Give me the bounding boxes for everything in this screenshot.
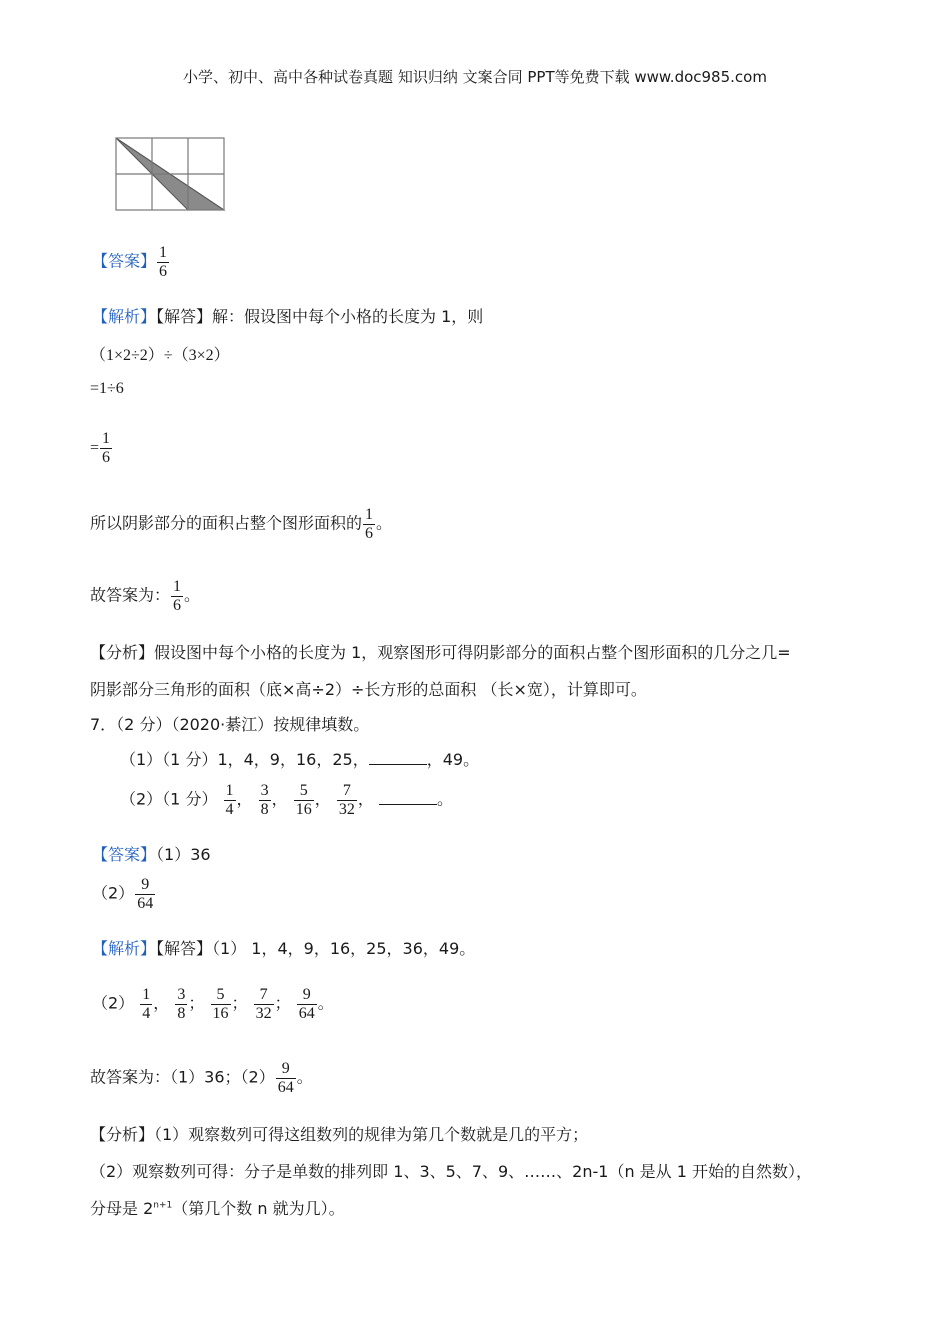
- fraction: $\frac{1}{6}$: [102, 430, 111, 466]
- fraction: $\frac{1}{4}$: [225, 782, 234, 818]
- q7-analysis-3: 分母是 $2^{n+1}$（第几个数 n 就为几）。: [90, 1199, 345, 1218]
- fraction: $\frac{5}{16}$: [295, 782, 312, 818]
- q7-sub1: （1）（1 分）1，4，9，16，25， ，49。: [120, 750, 480, 769]
- fraction: $\frac{3}{8}$: [260, 782, 269, 818]
- q6-calc3: = $\frac{1}{6}$: [90, 430, 111, 466]
- q7-answer-1: 【答案】（1）36: [92, 845, 211, 864]
- answer-tag: 【答案】: [92, 845, 157, 864]
- grid-figure: [112, 134, 228, 214]
- fraction: $\frac{1}{6}$: [173, 578, 182, 614]
- q7-analysis-2: （2）观察数列可得：分子是单数的排列即 1、3、5、7、9、……、2n-1（n 是从 1 开始的自然数），: [90, 1162, 813, 1181]
- fraction: $\frac{7}{32}$: [255, 986, 272, 1022]
- fraction: $\frac{1}{6}$: [159, 244, 168, 280]
- fraction: $\frac{3}{8}$: [177, 986, 186, 1022]
- answer-blank: [379, 792, 437, 805]
- q6-calc1: （1×2÷2）÷（3×2）: [90, 347, 230, 364]
- q6-calc2: =1÷6: [90, 380, 124, 397]
- jiexi-tag: 【解析】: [92, 307, 157, 326]
- q6-answer: [92, 244, 170, 280]
- q6-analysis-2: 阴影部分三角形的面积（底×高÷2）÷长方形的总面积 （长×宽），计算即可。: [90, 680, 647, 699]
- fraction: $\frac{9}{64}$: [298, 986, 315, 1022]
- q7-title: 7．（2 分）（2020·綦江）按规律填数。: [90, 715, 370, 734]
- q6-final: 故答案为： $\frac{1}{6}$ 。: [90, 578, 201, 614]
- fraction: $\frac{5}{16}$: [212, 986, 229, 1022]
- fraction: $\frac{1}{4}$: [142, 986, 151, 1022]
- answer-blank: [369, 752, 427, 765]
- q6-jieda-line: 【解析】【解答】解：假设图中每个小格的长度为 1，则: [92, 307, 484, 326]
- q7-sub2: （2）（1 分） $\frac{1}{4}$ ， $\frac{3}{8}$ ， $\frac{5}{16}$ ， $\frac{7}{32}$ ， 。: [120, 782, 453, 818]
- fraction: $\frac{7}{32}$: [338, 782, 355, 818]
- fraction: $\frac{9}{64}$: [277, 1060, 294, 1096]
- answer-tag: 【答案】: [92, 251, 157, 271]
- q7-jieda-2: （2） $\frac{1}{4}$ ， $\frac{3}{8}$ ； $\frac{5}{16}$ ； $\frac{7}{32}$ ； $\frac{9}{64}$ 。: [92, 986, 334, 1022]
- q7-answer-2: （2） $\frac{9}{64}$: [92, 876, 154, 912]
- q6-analysis-1: 【分析】假设图中每个小格的长度为 1，观察图形可得阴影部分的面积占整个图形面积的几分之几=: [90, 643, 791, 662]
- jiexi-tag: 【解析】: [92, 939, 157, 958]
- q7-jieda-line: 【解析】【解答】（1） 1，4，9，16，25，36，49。: [92, 939, 476, 958]
- fraction: $\frac{9}{64}$: [137, 876, 154, 912]
- q7-analysis-1: 【分析】（1）观察数列可得这组数列的规律为第几个数就是几的平方；: [90, 1125, 589, 1144]
- fraction: $\frac{1}{6}$: [365, 506, 374, 542]
- q7-final: 故答案为：（1）36；（2） $\frac{9}{64}$ 。: [90, 1060, 313, 1096]
- page-header: 小学、初中、高中各种试卷真题 知识归纳 文案合同 PPT等免费下载 www.doc985.com: [183, 68, 767, 86]
- q6-conclusion: 所以阴影部分的面积占整个图形面积的 $\frac{1}{6}$ 。: [90, 506, 393, 542]
